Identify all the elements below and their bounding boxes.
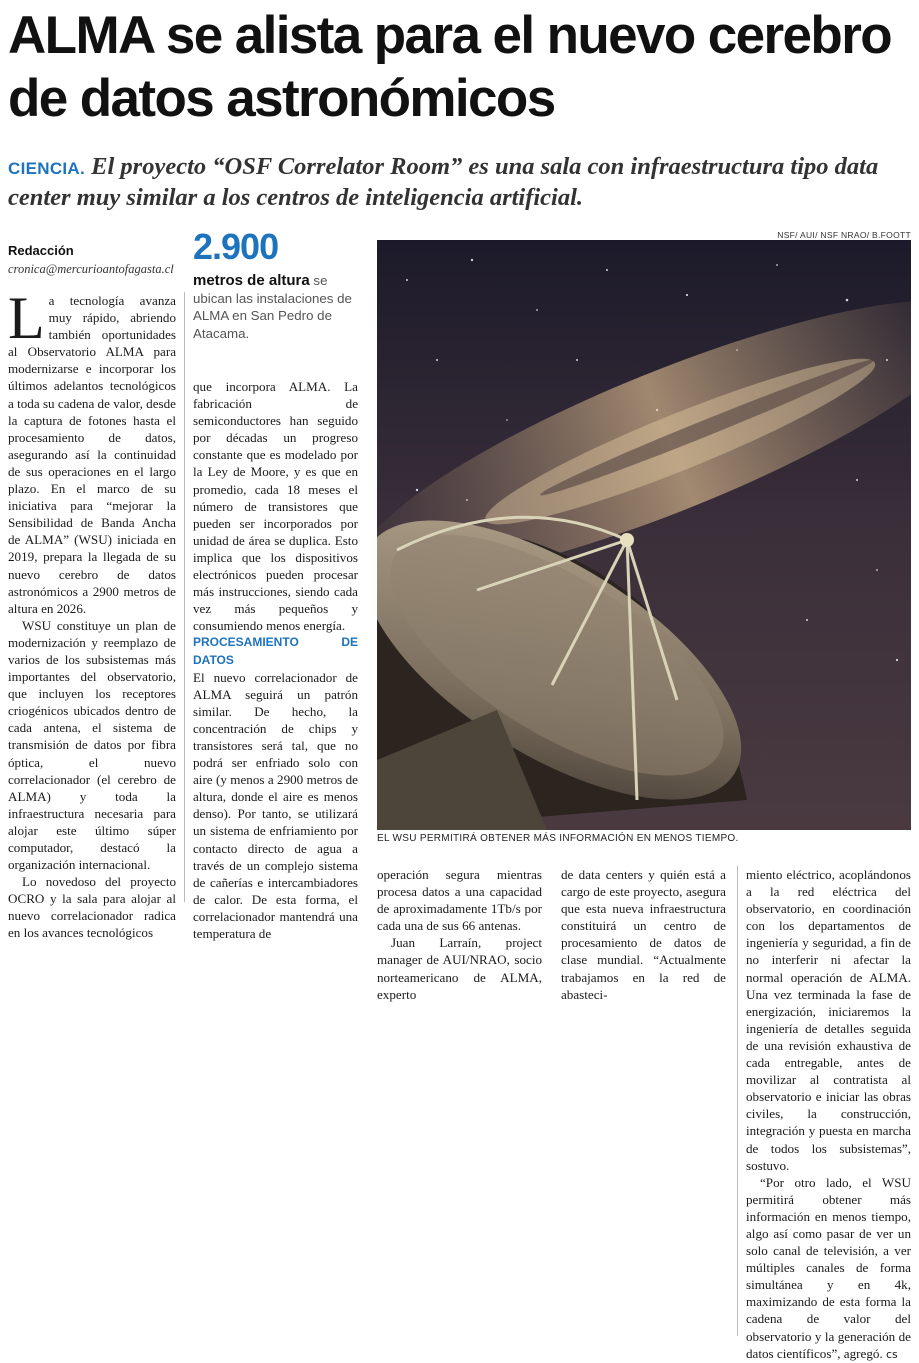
column-divider — [737, 866, 738, 1336]
photo-credit: NSF/ AUI/ NSF NRAO/ B.FOOTT — [777, 230, 911, 240]
fact-number: 2.900 — [193, 226, 279, 267]
photo-caption: EL WSU PERMITIRÁ OBTENER MÁS INFORMACIÓN EN MENOS TIEMPO. — [377, 833, 739, 844]
paragraph: La tecnología avanza muy rápido, abriendo también oportunidades al Observatorio ALMA para modernizarse e incorporar los últimos adelantos tecnológicos a toda su cadena de valor, desde la captura de fotones hasta el procesamiento de datos, asegurando así la continuidad de sus operaciones en el largo plazo. En el marco de su iniciativa para “mejorar la Sensibilidad de Banda Ancha de ALMA” (WSU) iniciada en 2019, prepara la llegada de su nuevo cerebro de datos astronómicos a 2900 metros de altura en 2026. — [8, 285, 176, 616]
paragraph: Juan Larraín, project manager de AUI/NRAO, socio norteamericano de ALMA, experto — [377, 935, 542, 1002]
article-column-4 — [561, 866, 726, 1003]
column-divider — [184, 292, 185, 902]
article-column-3 — [377, 866, 542, 1003]
byline: Redacción — [8, 243, 74, 258]
fact-text: se ubican las instalaciones de ALMA en San Pedro de Atacama. — [193, 273, 352, 341]
paragraph: Lo novedoso del proyecto OCRO y la sala para alojar al nuevo correlacionador radica en los avances tecnológicos — [8, 874, 176, 941]
article-column-2 — [193, 378, 358, 942]
article-column-1 — [8, 285, 176, 942]
fact-bold: metros de altura — [193, 272, 310, 289]
article-column-5 — [746, 866, 911, 1363]
factbox — [193, 272, 353, 342]
subheading: PROCESAMIENTO DE DATOS — [193, 635, 358, 667]
deck — [8, 152, 913, 212]
end-mark: cs — [886, 1347, 898, 1361]
paragraph: WSU constituye un plan de modernización y reemplazo de varios de los subsistemas más importantes del observatorio, que incluyen los receptores criogénicos ubicados dentro de cada antena, el sistema de transmisión de datos por fibra óptica, el nuevo correlacionador (el cerebro de ALMA) y toda la infraestructura necesaria para alojar este último súper computador, destacó la organización internacional. — [8, 617, 176, 873]
deck-text: El proyecto “OSF Correlator Room” es una sala con infraestructura tipo data center muy similar a los centros de inteligencia artificial. — [8, 153, 879, 211]
paragraph: “Por otro lado, el WSU permitirá obtener más información en menos tiempo, algo así como pasar de ver un solo canal de televisión, a ver múltiples canales de forma simultánea y en 4k, maximizando de esta forma la cadena de valor del observatorio y la generación de datos científicos”, agregó. cs — [746, 1174, 911, 1361]
headline: ALMA se alista para el nuevo cerebro de datos astronómicos — [8, 6, 891, 128]
drop-cap: L — [8, 285, 45, 351]
paragraph: operación segura mientras procesa datos a una capacidad de aproximadamente 1Tb/s por cada una de sus 66 antenas. — [377, 867, 542, 934]
paragraph: de data centers y quién está a cargo de este proyecto, asegura que esta nueva infraestructura constituirá un centro de procesamiento de datos de clase mundial. “Actualmente trabajamos en la red de abasteci- — [561, 867, 726, 1002]
paragraph: El nuevo correlacionador de ALMA seguirá un patrón similar. De hecho, la concentración de chips y transistores será tal, que no podrá ser enfriado solo con aire (y menos a 2900 metros de altura, donde el aire es menos denso). Por tanto, se utilizará un sistema de enfriamiento por contacto directo de agua a través de un complejo sistema de cañerías e intercambiadores de calor. De esta forma, el correlacionador mantendrá una temperatura de — [193, 669, 358, 941]
author-email[interactable]: cronica@mercurioantofagasta.cl — [8, 262, 174, 276]
paragraph: miento eléctrico, acoplándonos a la red eléctrica del observatorio, en coordinación con los departamentos de ingeniería y seguridad, a fin de no interferir ni afectar la normal operación de ALMA. Una vez terminada la fase de energización, iniciaremos la ingeniería de detalles seguida de una revisión exhaustiva de cada entregable, antes de movilizar al contratista al observatorio e iniciar las obras civiles, la construcción, integración y puesta en marcha de todos los subsistemas”, sostuvo. — [746, 867, 911, 1173]
radio-telescope-image — [377, 240, 911, 830]
telescope-photo — [377, 240, 911, 830]
section-kicker: CIENCIA. — [8, 159, 86, 178]
paragraph: que incorpora ALMA. La fabricación de semiconductores han seguido por décadas un progreso constante que es modelado por la Ley de Moore, y es que en promedio, cada 18 meses el número de transistores que pueden ser incorporados por unidad de área se duplica. Esto implica que los dispositivos electrónicos pueden procesar más instrucciones, siendo cada vez más pequeños y consumiendo menos energía. — [193, 379, 358, 634]
